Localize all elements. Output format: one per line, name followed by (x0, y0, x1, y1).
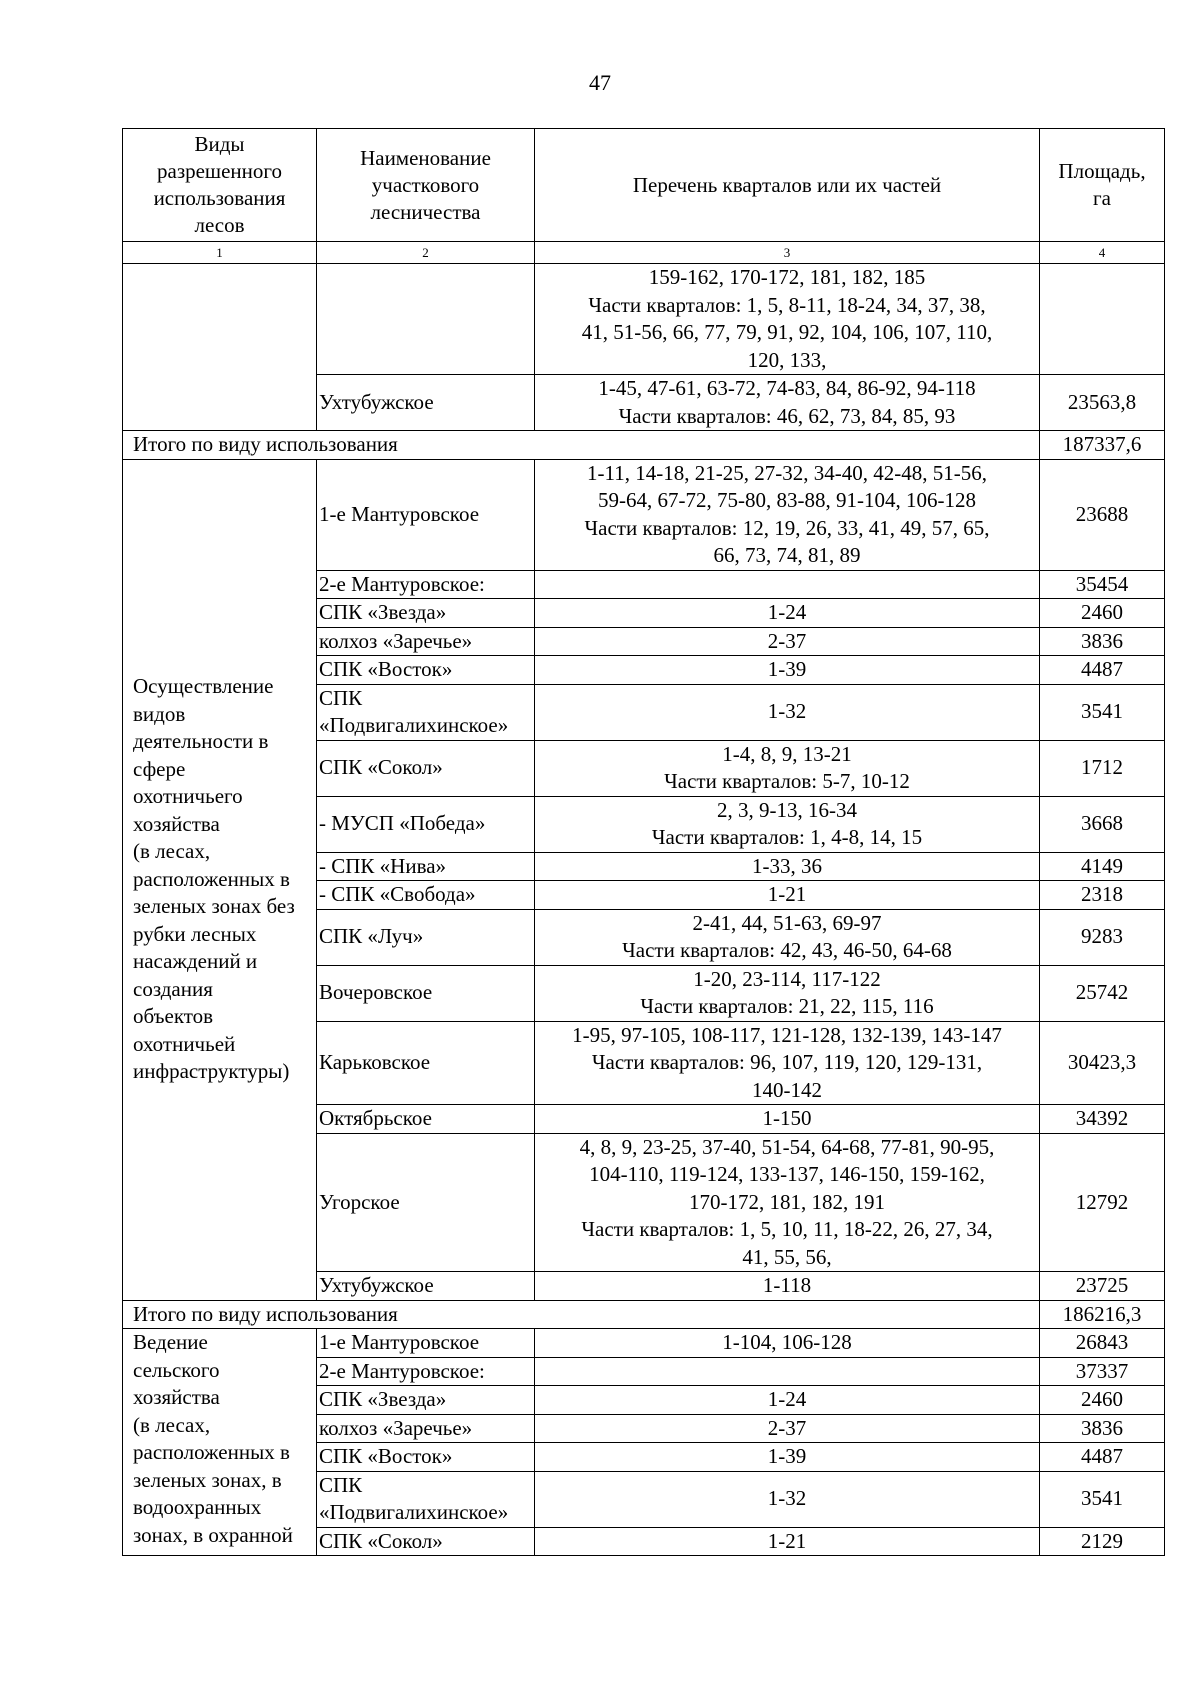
text-line: Наименование (360, 145, 491, 170)
text-line: колхоз «Заречье» (319, 1415, 473, 1440)
forestry-name-cell (317, 1386, 535, 1415)
text-line: 1-11, 14-18, 21-25, 27-32, 34-40, 42-48, 51-56, (587, 460, 987, 485)
quarters-cell (535, 264, 1040, 375)
text-line: 1-45, 47-61, 63-72, 74-83, 84, 86-92, 94-118 (598, 376, 976, 400)
text-line: хозяйства (133, 1385, 220, 1409)
text-line: (в лесах, (133, 1412, 211, 1437)
text-line: Вочеровское (319, 980, 433, 1005)
area-cell: 1712 (1040, 740, 1165, 796)
text-line: охотничьей (133, 1031, 236, 1056)
text-line: 170-172, 181, 182, 191 (689, 1189, 885, 1214)
text-line: СПК «Сокол» (319, 755, 443, 780)
forestry-name-cell (317, 1357, 535, 1386)
text-line: 120, 133, (747, 347, 827, 372)
text-line: Осуществление (133, 674, 274, 699)
text-line: 1-е Мантуровское (319, 501, 480, 526)
area-cell: 3541 (1040, 684, 1165, 740)
area-cell: 3836 (1040, 1414, 1165, 1443)
text-line: 1-е Мантуровское (319, 1330, 480, 1354)
text-line: СПК «Луч» (319, 924, 424, 949)
text-line: создания (133, 976, 213, 1001)
text-line: 1-150 (762, 1106, 812, 1130)
forestry-name-cell: Ухтубужское (317, 375, 535, 431)
table-body (123, 129, 1165, 1556)
text-line: Виды (194, 132, 245, 156)
forest-use-table (122, 128, 1165, 1556)
text-line: участкового (371, 172, 480, 197)
area-cell: 23563,8 (1040, 375, 1165, 431)
forestry-name-cell (317, 459, 535, 570)
area-cell: 2460 (1040, 1386, 1165, 1415)
text-line: СПК (319, 1472, 363, 1497)
forestry-name-cell (317, 1471, 535, 1527)
text-line: 1-24 (767, 1387, 807, 1411)
total-value: 186216,3 (1040, 1300, 1165, 1329)
quarters-cell (535, 1105, 1040, 1134)
text-line: насаждений и (133, 949, 258, 974)
forestry-name-cell (317, 852, 535, 881)
text-line: 1-32 (767, 699, 807, 724)
total-label: Итого по виду использования (123, 1300, 1040, 1329)
table-row (123, 459, 1165, 570)
text-line: - СПК «Свобода» (319, 882, 476, 906)
text-line: деятельности в (133, 729, 269, 754)
quarters-cell (535, 1527, 1040, 1556)
quarters-cell (535, 796, 1040, 852)
forestry-name-cell (317, 599, 535, 628)
column-number: 1 (123, 242, 317, 264)
text-line: 1-39 (767, 1444, 807, 1468)
area-cell: 9283 (1040, 909, 1165, 965)
text-line: 1-20, 23-114, 117-122 (693, 966, 881, 991)
text-line: «Подвигалихинское» (319, 1500, 509, 1524)
text-line: Карьковское (319, 1050, 431, 1074)
text-line: 1-21 (767, 1528, 807, 1553)
area-cell: 4149 (1040, 852, 1165, 881)
table-row (123, 1329, 1165, 1358)
area-cell: 12792 (1040, 1133, 1165, 1272)
page-number: 47 (589, 70, 611, 95)
header-use-type (123, 129, 317, 242)
quarters-cell (535, 1414, 1040, 1443)
text-line: 140-142 (752, 1077, 822, 1102)
area-cell: 25742 (1040, 965, 1165, 1021)
quarters-cell (535, 965, 1040, 1021)
forestry-name-cell (317, 881, 535, 910)
total-row (123, 431, 1165, 460)
forestry-name-cell (317, 656, 535, 685)
text-line: - МУСП «Победа» (319, 811, 486, 836)
forestry-name-cell (317, 740, 535, 796)
quarters-cell (535, 881, 1040, 910)
forestry-name-cell (317, 909, 535, 965)
text-line: Части кварталов: 96, 107, 119, 120, 129-131, (591, 1050, 983, 1074)
forestry-name-cell (317, 1527, 535, 1556)
text-line: Угорское (319, 1189, 400, 1214)
use-type-cell (123, 459, 317, 1300)
text-line: использования (153, 186, 286, 210)
quarters-cell (535, 599, 1040, 628)
text-line: - СПК «Нива» (319, 853, 447, 878)
area-cell: 37337 (1040, 1357, 1165, 1386)
text-line: 2-37 (767, 1415, 807, 1440)
header-area (1040, 129, 1165, 242)
text-line: СПК «Звезда» (319, 600, 447, 624)
total-label: Итого по виду использования (123, 431, 1040, 460)
text-line: Части кварталов: 46, 62, 73, 84, 85, 93 (618, 403, 956, 428)
quarters-cell (535, 459, 1040, 570)
text-line: водоохранных (133, 1495, 262, 1519)
text-line: объектов (133, 1004, 214, 1029)
header-quarters-list (535, 129, 1040, 242)
area-cell: 34392 (1040, 1105, 1165, 1134)
text-line: СПК «Сокол» (319, 1528, 443, 1553)
text-line: Площадь, (1058, 159, 1146, 183)
forestry-name-cell (317, 1272, 535, 1301)
forestry-name-cell (317, 684, 535, 740)
area-cell: 4487 (1040, 656, 1165, 685)
forestry-name-cell (317, 1021, 535, 1105)
text-line: 41, 51-56, 66, 77, 79, 91, 92, 104, 106, 107, 110, (581, 320, 993, 344)
text-line: зеленых зонах, в (133, 1467, 282, 1492)
forestry-name-cell (317, 1414, 535, 1443)
text-line: 1-33, 36 (752, 853, 822, 878)
quarters-cell (535, 1329, 1040, 1358)
text-line: Части кварталов: 5-7, 10-12 (664, 769, 910, 793)
forestry-name-cell (317, 1105, 535, 1134)
quarters-cell (535, 570, 1040, 599)
use-type-cell (123, 1329, 317, 1556)
text-line: Части кварталов: 1, 5, 10, 11, 18-22, 26, 27, 34, (581, 1217, 993, 1241)
forestry-name-cell (317, 570, 535, 599)
area-cell: 23688 (1040, 459, 1165, 570)
quarters-cell (535, 1021, 1040, 1105)
text-line: Октябрьское (319, 1106, 432, 1130)
area-cell: 2129 (1040, 1527, 1165, 1556)
text-line: Части кварталов: 1, 4-8, 14, 15 (651, 825, 923, 849)
text-line: 2-е Мантуровское: (319, 571, 485, 596)
quarters-cell (535, 684, 1040, 740)
area-cell: 30423,3 (1040, 1021, 1165, 1105)
area-cell: 35454 (1040, 570, 1165, 599)
text-line: видов (133, 701, 186, 726)
text-line: 159-162, 170-172, 181, 182, 185 (648, 265, 926, 289)
text-line: 1-118 (762, 1273, 812, 1297)
text-line: Ведение (133, 1330, 208, 1354)
header-row (123, 129, 1165, 242)
quarters-cell (535, 909, 1040, 965)
text-line: 1-95, 97-105, 108-117, 121-128, 132-139, 143-147 (572, 1022, 1002, 1047)
text-line: 1-21 (767, 882, 807, 906)
forestry-name-cell (317, 264, 535, 375)
area-cell: 3668 (1040, 796, 1165, 852)
text-line: Перечень кварталов или их частей (632, 172, 942, 197)
quarters-cell (535, 740, 1040, 796)
text-line: СПК «Звезда» (319, 1387, 447, 1411)
text-line: 1-104, 106-128 (722, 1330, 852, 1354)
quarters-cell (535, 1272, 1040, 1301)
column-number: 2 (317, 242, 535, 264)
text-line (535, 571, 1039, 599)
area-cell (1040, 264, 1165, 375)
text-line: 2, 3, 9-13, 16-34 (717, 797, 857, 822)
area-cell: 3541 (1040, 1471, 1165, 1527)
text-line: сельского (133, 1357, 220, 1382)
quarters-cell (535, 656, 1040, 685)
quarters-cell (535, 375, 1040, 431)
area-cell: 26843 (1040, 1329, 1165, 1358)
text-line: 41, 55, 56, (742, 1244, 832, 1269)
forestry-name-cell (317, 1443, 535, 1472)
text-line: охотничьего (133, 784, 243, 809)
forestry-name-cell (317, 965, 535, 1021)
text-line: СПК «Восток» (319, 657, 453, 681)
text-line: лесов (194, 213, 245, 237)
text-line: 59-64, 67-72, 75-80, 83-88, 91-104, 106-128 (598, 488, 976, 512)
text-line: сфере (133, 756, 186, 781)
forestry-name-cell (317, 627, 535, 656)
text-line: Части кварталов: 42, 43, 46-50, 64-68 (622, 938, 952, 962)
use-type-cell-empty (123, 264, 317, 431)
area-cell: 3836 (1040, 627, 1165, 656)
text-line: расположенных в (133, 866, 290, 891)
text-line: 4, 8, 9, 23-25, 37-40, 51-54, 64-68, 77-81, 90-95, (579, 1134, 995, 1159)
text-line: 2-е Мантуровское: (319, 1358, 485, 1383)
forestry-name-cell (317, 796, 535, 852)
text-line: 2-41, 44, 51-63, 69-97 (692, 910, 882, 935)
text-line: Части кварталов: 1, 5, 8-11, 18-24, 34, 37, 38, (588, 292, 986, 317)
text-line: разрешенного (157, 159, 282, 183)
text-line: зонах, в охранной (133, 1522, 293, 1547)
quarters-cell (535, 1443, 1040, 1472)
text-line: 1-4, 8, 9, 13-21 (722, 741, 852, 766)
area-cell: 2318 (1040, 881, 1165, 910)
area-cell: 2460 (1040, 599, 1165, 628)
text-line: инфраструктуры) (133, 1059, 290, 1084)
forestry-name-cell (317, 1133, 535, 1272)
quarters-cell (535, 1357, 1040, 1386)
quarters-cell (535, 1471, 1040, 1527)
text-line: 66, 73, 74, 81, 89 (713, 543, 861, 567)
text-line: 1-32 (767, 1486, 807, 1511)
text-line: 1-24 (767, 600, 807, 624)
text-line: га (1093, 186, 1111, 210)
quarters-cell (535, 852, 1040, 881)
text-line: расположенных в (133, 1440, 290, 1464)
text-line: колхоз «Заречье» (319, 628, 473, 653)
forestry-name-cell (317, 1329, 535, 1358)
text-line: 2-37 (767, 628, 807, 653)
text-line: «Подвигалихинское» (319, 713, 509, 737)
table-row (123, 264, 1165, 375)
text-line (535, 1358, 1039, 1386)
area-cell: 23725 (1040, 1272, 1165, 1301)
text-line: хозяйства (133, 811, 220, 836)
text-line: Части кварталов: 12, 19, 26, 33, 41, 49, 57, 65, (584, 515, 990, 540)
quarters-cell (535, 627, 1040, 656)
column-numbers-row (123, 242, 1165, 264)
text-line: рубки лесных (133, 921, 257, 946)
text-line: СПК «Восток» (319, 1444, 453, 1468)
total-value: 187337,6 (1040, 431, 1165, 460)
area-cell: 4487 (1040, 1443, 1165, 1472)
text-line: СПК (319, 685, 363, 710)
text-line: Части кварталов: 21, 22, 115, 116 (640, 994, 934, 1018)
text-line: зеленых зонах без (133, 894, 295, 919)
text-line: 104-110, 119-124, 133-137, 146-150, 159-162, (589, 1162, 985, 1186)
quarters-cell (535, 1133, 1040, 1272)
total-row (123, 1300, 1165, 1329)
text-line: (в лесах, (133, 839, 211, 864)
text-line: Ухтубужское (319, 1273, 434, 1297)
header-forestry-name (317, 129, 535, 242)
text-line: 1-39 (767, 657, 807, 681)
column-number: 4 (1040, 242, 1165, 264)
quarters-cell (535, 1386, 1040, 1415)
column-number: 3 (535, 242, 1040, 264)
text-line: лесничества (370, 199, 481, 224)
